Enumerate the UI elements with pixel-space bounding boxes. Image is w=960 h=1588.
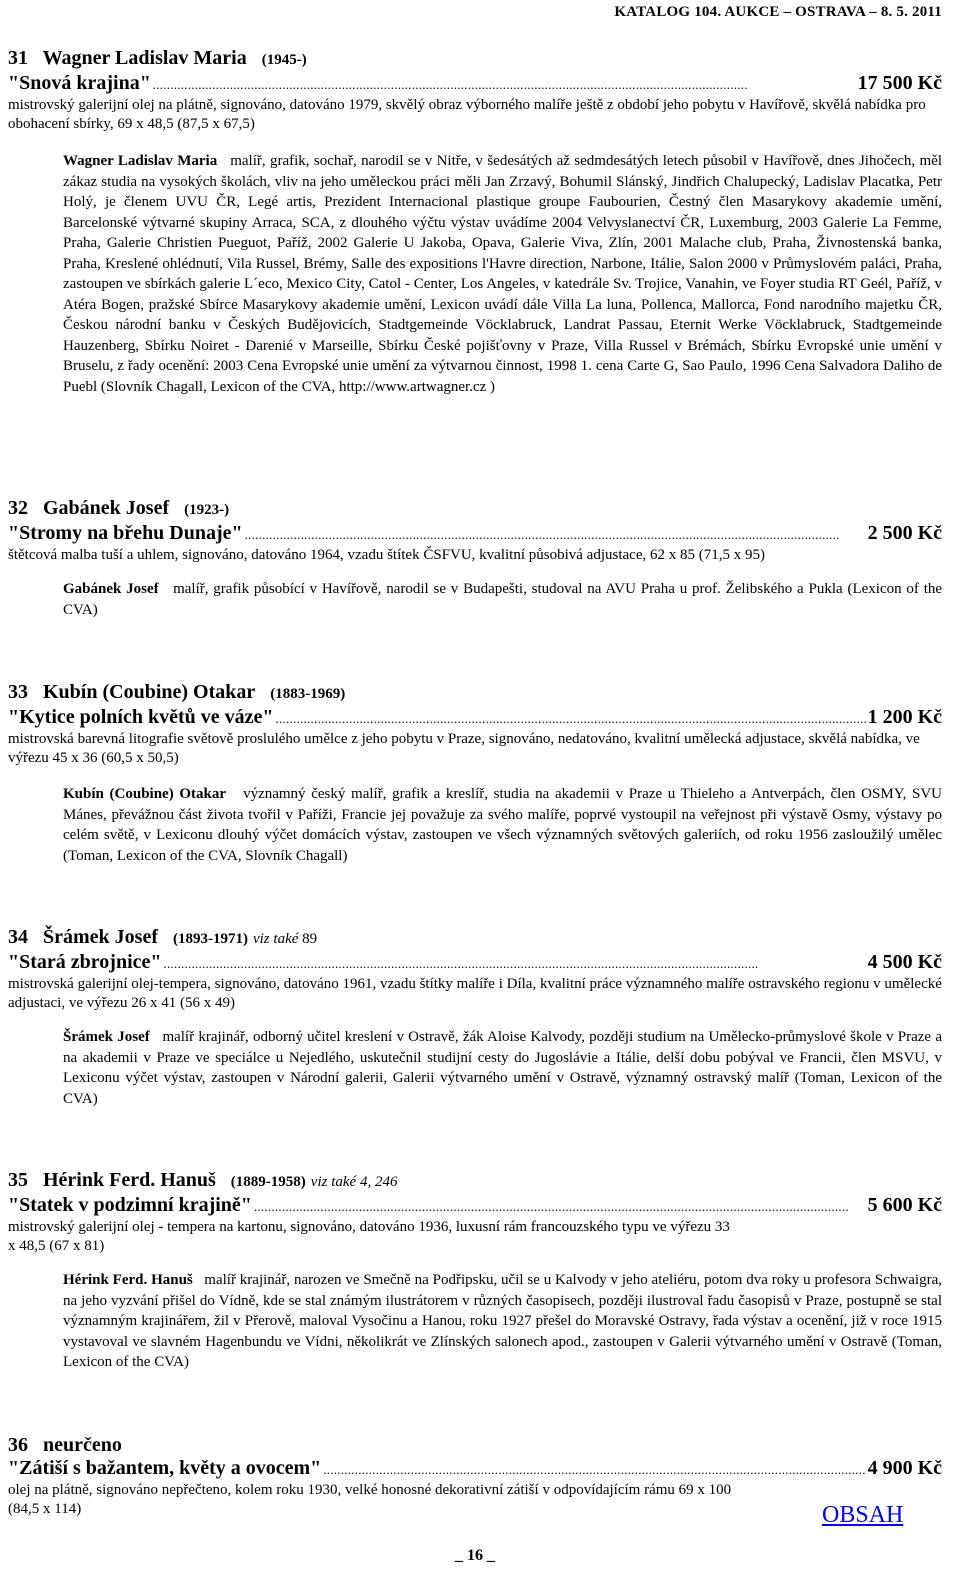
bio-text: malíř, grafik, sochař, narodil se v Nitře, v šedesátých až sedmdesátých letech působil v Havířově, dnes Jihočech, měl zákaz studia na vysokých školách, vliv na jeho uměleckou práci měli Jan Zrzavý, Bohumil Slánský, Jindřich Chalupecký, Ladislav Placatka, Petr Holý, je členem UVU ČR, Legé artis, Prezident Internacional plastique groupe Faubourien, Čestný člen Masarykovy akademie umění, Barcelonské výtvarné skupiny Arraca, SCA, z dlouhého výčtu výstav uvádíme 2004 Velvyslanectví ČR, Luxemburg, 2003 Galerie La Femme, Praha, Galerie Christien Pueguot, Paříž, 2002 Galerie U Jakoba, Opava, Galerie Viva, Zlín, 2001 Malache club, Praha, Živnostenská banka, Praha, Kreslené ohlédnutí, Vila Russel, Brémy, Salle des expositions l'Havre direction, Narbone, Itálie, Salon 2000 v Průmyslovém paláci, Praha, zastoupen ve sbírkách galerie L´eco, Mexico City, Catol - Center, Los Angeles, v katedrále Sv. Trojice, Vanahin, ve Foyer studia RT Geél, Paříž, v Atéra Bogen, pražské Sbírce Masarykovy akademie umění, Lexicon uvádí dále Villa La luna, Pollenca, Mallorca, Fond narodního majetku ČR, Českou národní banku v Českých Budějovicích, Stadtgemeinde Vöcklabruck, Landrat Passau, Eternit Werke Vöcklabruck, Stadtgemeinde Hauzenberg, Sbírku Noiret - Darenié v Marseille, Sbírku České pojišťovny v Praze, Villa Russel v Brémách, Sbírku Evropské unie umění v Bruselu, z řady ocenění: 2003 Cena Evropské unie umění za výtvarnou činnost, 1998 1. cena Carte G, Sao Paulo, 1996 Cena Salvadora Daliho de Puebl (Slovník Chagall, Lexicon of the CVA, http://www.artwagner.cz ) (63, 153, 943, 395)
lot-reference (311, 1174, 398, 1190)
lot-heading (8, 496, 942, 522)
bio-name: Gabánek Josef (63, 581, 159, 597)
lot-years: (1923-) (184, 502, 230, 518)
lot-number: 32 (8, 497, 28, 519)
artist-bio (63, 579, 942, 620)
bio-text: malíř, grafik působící v Havířově, narodil se v Budapešti, studoval na AVU Praha u prof. Želibského a Pukla (Lexicon of the CVA) (63, 581, 943, 618)
bio-name: Hérink Ferd. Hanuš (63, 1272, 193, 1288)
lot-heading (8, 1433, 942, 1457)
lot-31 (8, 46, 942, 397)
lot-title: "Statek v podzimní krajině" (8, 1194, 252, 1216)
bio-text: významný český malíř, grafik a kreslíř, studia na akademii v Praze u Thieleho a Antverpách, člen OSMY, SVU Mánes, převážnou část života tvořil v Paříži, Francie jej považuje za svého malíře, poprvé vystoupil na veřejnost při výstavě Osmy, výstavy po celém světě, v Lexiconu dlouhý výčet domácích výstav, zastoupen ve všech významných světových galeriích, od roku 1956 zasloužilý umělec (Toman, Lexicon of the CVA, Slovník Chagall) (63, 786, 943, 864)
lot-title-line (8, 1194, 942, 1218)
dot-leader (163, 953, 865, 975)
lot-33 (8, 680, 942, 866)
lot-price: 4 500 Kč (867, 951, 942, 973)
ref-prefix: viz také (310, 1174, 357, 1190)
lot-years: (1945-) (261, 52, 307, 68)
lot-title: "Stromy na břehu Dunaje" (8, 522, 243, 544)
lot-description: olej na plátně, signováno nepřečteno, kolem roku 1930, velké honosné dekorativní zátiší v odpovídajícím rámu 69 x 100 (84,5 x 114) (8, 1482, 732, 1517)
lot-price: 5 600 Kč (867, 1194, 942, 1216)
lot-36 (8, 1433, 942, 1519)
lot-heading (8, 46, 942, 72)
lot-title: "Snová krajina" (8, 72, 151, 94)
lot-32 (8, 496, 942, 620)
lot-artist: Kubín (Coubine) Otakar (43, 681, 256, 703)
lot-price: 17 500 Kč (857, 72, 942, 94)
lot-34 (8, 925, 942, 1109)
bio-name: Kubín (Coubine) Otakar (63, 786, 227, 802)
bio-text: malíř krajinář, narozen ve Smečně na Podřipsku, učil se u Kalvody v jeho ateliéru, potom dva roky u profesora Schwaigra, na jeho vyzvání přišel do Vídně, kde se stal známým ilustrátorem v různých časopisech, později ilustroval řadu časopisů v Praze, postupně se stal významným krajinářem, žil v Přerově, maloval Vysočinu a Hanou, roku 1927 přešel do Moravské Ostravy, řada výstav a ocenění, již v roce 1915 vystavoval ve slavném Hagenbundu ve Vídni, několikrát ve Zlínských salonech apod., zastoupen v Galerii výtvarného umění v Ostravě (Toman, Lexicon of the CVA) (63, 1272, 942, 1370)
lot-price: 4 900 Kč (867, 1457, 942, 1479)
lot-price: 2 500 Kč (867, 522, 942, 544)
bio-text: malíř krajinář, odborný učitel kreslení v Ostravě, žák Aloise Kalvody, později studium na Umělecko-průmyslové škole v Praze a na akademii v Praze ve speciálce u Nejedlého, uskutečnil studijní cesty do Jugoslávie a Itálie, delší dobu pobýval ve Francii, člen MSVU, v Lexiconu výčet výstav, zastoupen v Národní galerii, Galerii výtvarného umění v Ostravě, významný ostravský malíř (Toman, Lexicon of the CVA) (63, 1029, 942, 1107)
dot-leader (153, 74, 856, 96)
lot-years: (1889-1958) (230, 1174, 306, 1190)
lot-reference (253, 931, 317, 947)
lot-heading (8, 925, 942, 951)
lot-title: "Zátiší s bažantem, květy a ovocem" (8, 1457, 322, 1479)
lot-years: (1883-1969) (270, 686, 346, 702)
lot-heading (8, 680, 942, 706)
lot-description: mistrovský galerijní olej na plátně, signováno, datováno 1979, skvělý obraz výborného malíře ještě z období jeho pobytu v Havířově, skvělá nabídka pro obohacení sbírky, 69 x 48,5 (87,5 x 67,5) (8, 97, 926, 132)
lot-35 (8, 1168, 942, 1373)
lot-number: 34 (8, 926, 28, 948)
lot-price: 1 200 Kč (867, 706, 942, 728)
lot-title-line (8, 706, 942, 730)
lot-title-line (8, 522, 942, 546)
lot-heading (8, 1168, 942, 1194)
lot-description: mistrovský galerijní olej - tempera na kartonu, signováno, datováno 1936, luxusní rám francouzského typu ve výřezu 33 x 48,5 (67 x 81) (8, 1219, 730, 1254)
lot-number: 33 (8, 681, 28, 703)
dot-leader (254, 1196, 866, 1218)
lot-artist: Wagner Ladislav Maria (42, 47, 247, 69)
lot-artist: Šrámek Josef (43, 926, 158, 948)
lot-title-line (8, 72, 942, 96)
page-number: _ 16 _ (455, 1547, 495, 1564)
catalog-header: KATALOG 104. AUKCE – OSTRAVA – 8. 5. 2011 (614, 4, 942, 20)
lot-title: "Kytice polních květů ve váze" (8, 706, 274, 728)
artist-bio (63, 784, 942, 866)
lot-number: 31 (8, 47, 28, 69)
dot-leader (245, 524, 866, 546)
dot-leader (323, 1459, 865, 1481)
lot-description: mistrovská barevná litografie světově proslulého umělce z jeho pobytu v Praze, signováno, nedatováno, kvalitní umělecká adjustace, skvělá nabídka, ve výřezu 45 x 36 (60,5 x 50,5) (8, 731, 920, 766)
lot-number: 36 (8, 1434, 28, 1456)
lot-title-line (8, 951, 942, 975)
lot-artist: neurčeno (43, 1434, 122, 1456)
lot-artist: Gabánek Josef (43, 497, 170, 519)
lot-years: (1893-1971) (172, 931, 248, 947)
lot-artist: Hérink Ferd. Hanuš (43, 1169, 216, 1191)
artist-bio (63, 151, 942, 397)
ref-numbers: 89 (302, 931, 318, 947)
ref-numbers: 4, 246 (359, 1174, 398, 1190)
bio-name: Wagner Ladislav Maria (63, 153, 218, 169)
ref-prefix: viz také (252, 931, 299, 947)
bio-name: Šrámek Josef (63, 1029, 150, 1045)
lot-description: štětcová malba tuší a uhlem, signováno, datováno 1964, vzadu štítek ČSFVU, kvalitní působivá adjustace, 62 x 85 (71,5 x 95) (8, 547, 765, 563)
artist-bio (63, 1027, 942, 1109)
artist-bio (63, 1270, 942, 1373)
obsah-link[interactable]: OBSAH (822, 1502, 904, 1528)
dot-leader (276, 708, 866, 730)
lot-title: "Stará zbrojnice" (8, 951, 162, 973)
lot-title-line (8, 1457, 942, 1481)
lot-number: 35 (8, 1169, 28, 1191)
lot-description: mistrovská galerijní olej-tempera, signováno, datováno 1961, vzadu štítky malíře i Díla, kvalitní práce významného malíře ostravského regionu v umělecké adjustaci, ve výřezu 26 x 41 (56 x 49) (8, 976, 942, 1011)
